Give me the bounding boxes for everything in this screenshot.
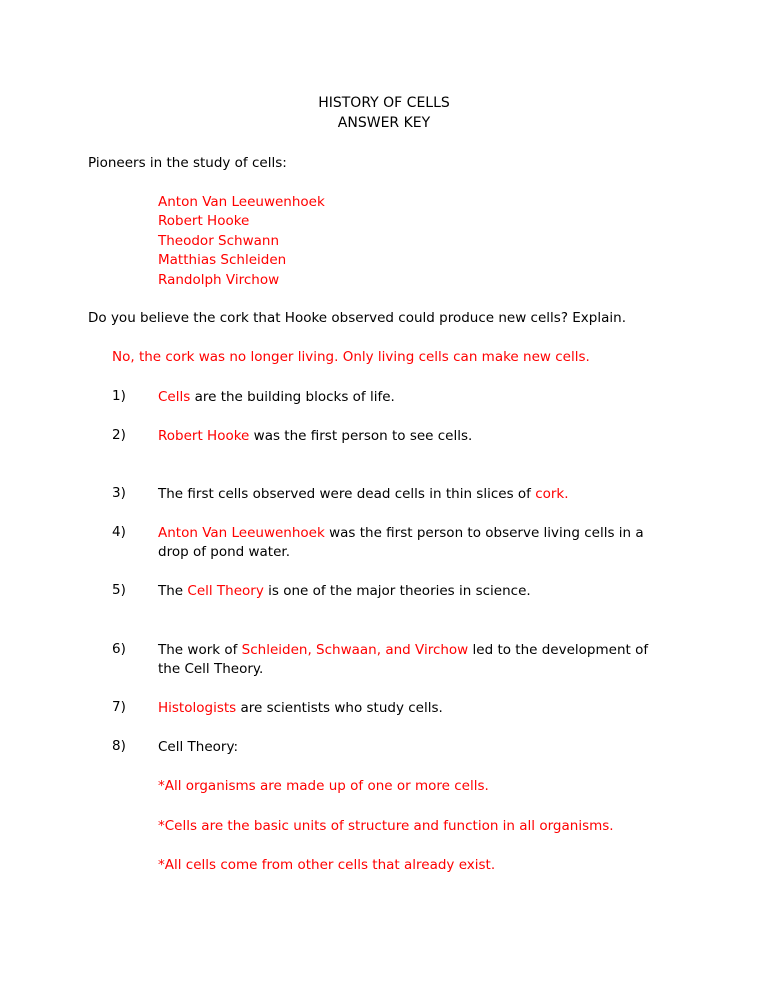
answer-item: [158, 699, 668, 718]
item-text: The work of: [158, 642, 242, 658]
item-number: 1): [112, 388, 126, 404]
item-text: are scientists who study cells.: [236, 700, 443, 716]
answer-item: [158, 427, 668, 446]
question-answer: No, the cork was no longer living. Only living cells can make new cells.: [112, 349, 590, 365]
cell-theory-statement: *All cells come from other cells that already exist.: [158, 857, 496, 873]
page-subtitle: ANSWER KEY: [337, 115, 431, 131]
item-number: 2): [112, 427, 126, 443]
question-prompt: Do you believe the cork that Hooke observed could produce new cells? Explain.: [88, 310, 626, 326]
item-text: The: [158, 583, 188, 599]
answer-item: [158, 388, 668, 407]
pioneer-name: Matthias Schleiden: [158, 252, 287, 268]
answer-item: [158, 738, 668, 757]
item-number: 8): [112, 738, 126, 754]
item-text: are the building blocks of life.: [190, 389, 395, 405]
answer-item: [158, 641, 668, 679]
item-number: 6): [112, 641, 126, 657]
item-number: 5): [112, 582, 126, 598]
item-text: Cell Theory:: [158, 739, 238, 755]
item-number: 3): [112, 485, 126, 501]
item-number: 7): [112, 699, 126, 715]
pioneer-name: Anton Van Leeuwenhoek: [158, 194, 325, 210]
page-title: HISTORY OF CELLS: [318, 95, 450, 111]
item-number: 4): [112, 524, 126, 540]
answer-item: [158, 582, 668, 601]
pioneer-name: Theodor Schwann: [158, 233, 280, 249]
answer-item: [158, 485, 668, 504]
item-answer: cork.: [535, 486, 569, 502]
item-answer: Robert Hooke: [158, 428, 250, 444]
item-answer: Anton Van Leeuwenhoek: [158, 525, 325, 541]
item-text: is one of the major theories in science.: [263, 583, 531, 599]
item-text: was the first person to observe living cells in a drop of pond water.: [158, 525, 644, 560]
item-text: The first cells observed were dead cells in thin slices of: [158, 486, 536, 502]
item-answer: Cell Theory: [187, 583, 264, 599]
pioneer-name: Randolph Virchow: [158, 272, 280, 288]
item-text: led to the development of the Cell Theory.: [158, 642, 649, 677]
item-answer: Cells: [158, 389, 191, 405]
pioneer-name: Robert Hooke: [158, 213, 250, 229]
pioneers-heading: Pioneers in the study of cells:: [88, 155, 287, 171]
cell-theory-statement: *All organisms are made up of one or more cells.: [158, 778, 489, 794]
cell-theory-statement: *Cells are the basic units of structure and function in all organisms.: [158, 818, 614, 834]
item-text: was the first person to see cells.: [249, 428, 473, 444]
item-answer: Schleiden, Schwaan, and Virchow: [241, 642, 469, 658]
item-answer: Histologists: [158, 700, 237, 716]
answer-item: [158, 524, 668, 562]
